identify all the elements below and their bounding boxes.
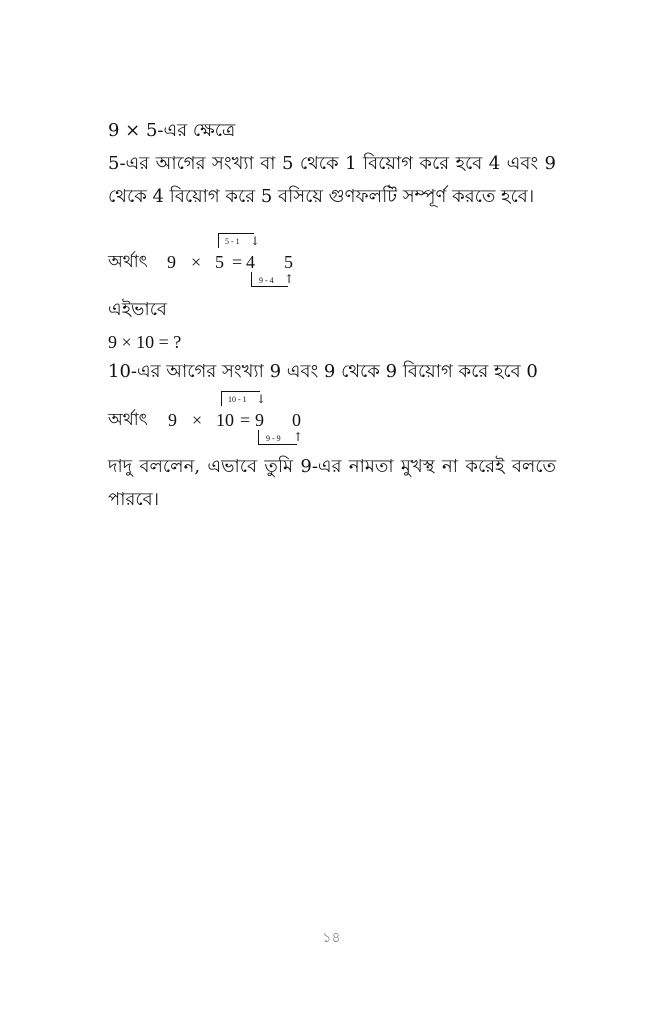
- section-heading: 9 × 5-এর ক্ষেত্রে: [108, 120, 236, 141]
- calc1-up-arrow-icon: ↑: [284, 272, 295, 286]
- transition-text: এইভাবে: [108, 299, 167, 320]
- explanation-paragraph-2: 10-এর আগের সংখ্যা 9 এবং 9 থেকে 9 বিয়োগ করে হবে 0: [108, 361, 538, 382]
- calc1-down-arrow-icon: ↓: [250, 234, 261, 248]
- explanation-paragraph-1: 5-এর আগের সংখ্যা বা 5 থেকে 1 বিয়োগ করে হবে 4 এবং 9 থেকে 4 বিয়োগ করে 5 বসিয়ে গুণফলটি সম্পূর্ণ করতে হবে।: [108, 153, 556, 207]
- calc1-bottom-note: 9 - 4: [259, 276, 274, 285]
- calc2-up-arrow-icon: ↑: [293, 430, 304, 444]
- calc1-label: অর্থাৎ: [108, 252, 148, 272]
- calc2-digit-tens: 9: [255, 410, 264, 430]
- calc2-operand-a: 9: [168, 410, 177, 430]
- calc2-label: অর্থাৎ: [108, 410, 148, 430]
- calc1-top-note: 5 - 1: [225, 237, 240, 246]
- calc2-equals: =: [240, 410, 251, 430]
- calc1-operator: ×: [191, 252, 202, 272]
- question-line: 9 × 10 = ?: [108, 332, 182, 352]
- calc1-equals: =: [232, 252, 243, 272]
- page-number: ১৪: [322, 930, 341, 946]
- calc1-operand-b: 5: [215, 252, 224, 272]
- calc1-operand-a: 9: [167, 252, 176, 272]
- calc2-down-arrow-icon: ↓: [256, 392, 267, 406]
- calc2-operator: ×: [192, 410, 203, 430]
- calc1-digit-units: 5: [284, 252, 293, 272]
- calc2-digit-units: 0: [292, 410, 301, 430]
- calc2-operand-b: 10: [216, 410, 234, 430]
- calc2-top-note: 10 - 1: [228, 395, 247, 404]
- calc2-bottom-note: 9 - 9: [266, 434, 281, 443]
- closing-paragraph: দাদু বললেন, এভাবে তুমি 9-এর নামতা মুখস্থ না করেই বলতে পারবে।: [108, 456, 556, 510]
- calc1-digit-tens: 4: [246, 252, 255, 272]
